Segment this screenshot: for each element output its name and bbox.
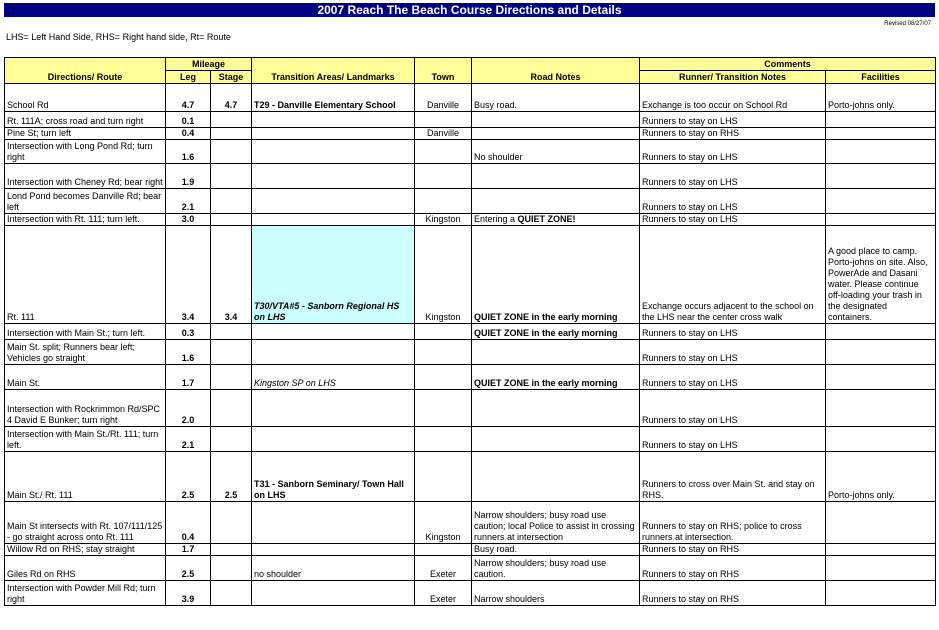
directions-cell: Intersection with Long Pond Rd; turn right	[5, 140, 166, 164]
stage-mileage-cell: 4.7	[211, 84, 252, 112]
facilities-cell	[826, 502, 936, 544]
table-row	[5, 189, 936, 214]
runner-notes-cell: Runners to stay on RHS	[640, 581, 826, 606]
transition-cell	[252, 128, 415, 140]
road-notes-cell: QUIET ZONE in the early morning	[472, 226, 640, 324]
directions-cell: Intersection with Main St./Rt. 111; turn left.	[5, 427, 166, 452]
town-cell	[415, 544, 472, 556]
table-row	[5, 140, 936, 164]
table-row	[5, 452, 936, 502]
transition-cell	[252, 544, 415, 556]
transition-cell: no shoulder	[252, 556, 415, 581]
abbreviation-legend: LHS= Left Hand Side, RHS= Right hand side, Rt= Route	[6, 32, 231, 42]
road-notes-cell	[472, 214, 640, 226]
runner-notes-cell: Runners to stay on LHS	[640, 112, 826, 128]
facilities-cell	[826, 340, 936, 365]
stage-mileage-cell	[211, 128, 252, 140]
road-notes-cell: Narrow shoulders; busy road use caution; local Police to assist in crossing runners at intersection	[472, 502, 640, 544]
facilities-cell	[826, 556, 936, 581]
table-row	[5, 365, 936, 390]
table-body	[5, 84, 936, 606]
transition-cell	[252, 581, 415, 606]
transition-cell	[252, 390, 415, 427]
table-row	[5, 164, 936, 189]
leg-mileage-cell: 0.4	[166, 502, 211, 544]
leg-mileage-cell: 2.1	[166, 427, 211, 452]
stage-mileage-cell	[211, 581, 252, 606]
directions-cell: Main St./ Rt. 111	[5, 452, 166, 502]
runner-notes-cell: Runners to stay on LHS	[640, 365, 826, 390]
stage-mileage-cell	[211, 390, 252, 427]
town-cell: Danville	[415, 128, 472, 140]
runner-notes-cell: Runners to cross over Main St. and stay on RHS.	[640, 452, 826, 502]
table-row	[5, 128, 936, 140]
runner-notes-cell: Exchange occurs adjacent to the school on the LHS near the center cross walk	[640, 226, 826, 324]
transition-cell	[252, 189, 415, 214]
road-notes-cell: Busy road.	[472, 544, 640, 556]
road-notes-cell: No shoulder	[472, 140, 640, 164]
header-comments: Comments	[640, 58, 936, 71]
header-road-notes: Road Notes	[472, 58, 640, 84]
directions-cell: School Rd	[5, 84, 166, 112]
leg-mileage-cell: 2.0	[166, 390, 211, 427]
directions-cell: Lond Pond becomes Danville Rd; bear left	[5, 189, 166, 214]
document-title: 2007 Reach The Beach Course Directions and Details	[4, 3, 935, 17]
revised-date: Revised 08/27/07	[884, 21, 931, 27]
leg-mileage-cell: 0.3	[166, 324, 211, 340]
course-directions-table	[4, 57, 936, 606]
table-row	[5, 544, 936, 556]
road-notes-cell: Narrow shoulders	[472, 581, 640, 606]
town-cell: Danville	[415, 84, 472, 112]
table-row	[5, 390, 936, 427]
leg-mileage-cell: 2.5	[166, 452, 211, 502]
town-cell: Exeter	[415, 556, 472, 581]
header-stage: Stage	[211, 71, 252, 84]
directions-cell: Main St. split; Runners bear left; Vehicles go straight	[5, 340, 166, 365]
header-leg: Leg	[166, 71, 211, 84]
town-cell: Exeter	[415, 581, 472, 606]
road-notes-cell: QUIET ZONE in the early morning	[472, 324, 640, 340]
runner-notes-cell: Runners to stay on RHS	[640, 544, 826, 556]
leg-mileage-cell: 1.7	[166, 365, 211, 390]
table-row	[5, 502, 936, 544]
header-directions: Directions/ Route	[5, 58, 166, 84]
town-cell: Kingston	[415, 214, 472, 226]
transition-cell	[252, 140, 415, 164]
town-cell	[415, 340, 472, 365]
runner-notes-cell: Runners to stay on LHS	[640, 214, 826, 226]
runner-notes-cell: Runners to stay on RHS	[640, 556, 826, 581]
runner-notes-cell: Runners to stay on RHS	[640, 128, 826, 140]
stage-mileage-cell	[211, 340, 252, 365]
town-cell	[415, 427, 472, 452]
facilities-cell	[826, 189, 936, 214]
leg-mileage-cell: 1.6	[166, 340, 211, 365]
runner-notes-cell: Runners to stay on LHS	[640, 164, 826, 189]
transition-cell	[252, 502, 415, 544]
transition-cell: T30/VTA#5 - Sanborn Regional HS on LHS	[252, 226, 415, 324]
directions-cell: Giles Rd on RHS	[5, 556, 166, 581]
table-row	[5, 84, 936, 112]
table-row	[5, 324, 936, 340]
facilities-cell: Porto-johns only.	[826, 452, 936, 502]
stage-mileage-cell	[211, 544, 252, 556]
facilities-cell	[826, 214, 936, 226]
town-cell: Kingston	[415, 502, 472, 544]
stage-mileage-cell	[211, 502, 252, 544]
header-row-top	[5, 58, 936, 71]
table-row	[5, 340, 936, 365]
runner-notes-cell: Runners to stay on RHS; police to cross runners at intersection.	[640, 502, 826, 544]
road-notes-cell	[472, 164, 640, 189]
directions-cell: Intersection with Powder Mill Rd; turn right	[5, 581, 166, 606]
stage-mileage-cell	[211, 324, 252, 340]
header-facilities: Facilities	[826, 71, 936, 84]
leg-mileage-cell: 3.4	[166, 226, 211, 324]
runner-notes-cell: Runners to stay on LHS	[640, 189, 826, 214]
stage-mileage-cell	[211, 556, 252, 581]
road-note-text: Entering a	[474, 214, 518, 224]
header-mileage: Mileage	[166, 58, 252, 71]
town-cell	[415, 452, 472, 502]
road-notes-cell	[472, 427, 640, 452]
town-cell	[415, 324, 472, 340]
stage-mileage-cell	[211, 140, 252, 164]
stage-mileage-cell	[211, 189, 252, 214]
facilities-cell	[826, 581, 936, 606]
transition-cell	[252, 427, 415, 452]
road-notes-cell: Busy road.	[472, 84, 640, 112]
runner-notes-cell: Runners to stay on LHS	[640, 427, 826, 452]
leg-mileage-cell: 1.7	[166, 544, 211, 556]
transition-cell	[252, 214, 415, 226]
quiet-zone-label: QUIET ZONE!	[517, 214, 576, 224]
table-row	[5, 226, 936, 324]
transition-cell: Kingston SP on LHS	[252, 365, 415, 390]
stage-mileage-cell: 3.4	[211, 226, 252, 324]
directions-cell: Willow Rd on RHS; stay straight	[5, 544, 166, 556]
runner-notes-cell: Exchange is too occur on School Rd	[640, 84, 826, 112]
leg-mileage-cell: 3.9	[166, 581, 211, 606]
town-cell	[415, 140, 472, 164]
road-notes-cell: QUIET ZONE in the early morning	[472, 365, 640, 390]
town-cell	[415, 189, 472, 214]
directions-cell: Rt. 111A; cross road and turn right	[5, 112, 166, 128]
stage-mileage-cell	[211, 427, 252, 452]
facilities-cell	[826, 324, 936, 340]
leg-mileage-cell: 2.1	[166, 189, 211, 214]
transition-cell	[252, 112, 415, 128]
transition-cell	[252, 324, 415, 340]
facilities-cell	[826, 544, 936, 556]
town-cell	[415, 112, 472, 128]
town-cell	[415, 390, 472, 427]
stage-mileage-cell	[211, 112, 252, 128]
table-row	[5, 556, 936, 581]
road-notes-cell	[472, 189, 640, 214]
runner-notes-cell: Runners to stay on LHS	[640, 324, 826, 340]
road-notes-cell	[472, 452, 640, 502]
runner-notes-cell: Runners to stay on LHS	[640, 390, 826, 427]
road-notes-cell	[472, 390, 640, 427]
table-row	[5, 427, 936, 452]
directions-cell: Main St intersects with Rt. 107/111/125 - go straight across onto Rt. 111	[5, 502, 166, 544]
stage-mileage-cell	[211, 365, 252, 390]
town-cell	[415, 365, 472, 390]
transition-cell: T29 - Danville Elementary School	[252, 84, 415, 112]
directions-cell: Rt. 111	[5, 226, 166, 324]
leg-mileage-cell: 4.7	[166, 84, 211, 112]
stage-mileage-cell	[211, 214, 252, 226]
road-notes-cell	[472, 112, 640, 128]
leg-mileage-cell: 0.4	[166, 128, 211, 140]
header-runner-notes: Runner/ Transition Notes	[640, 71, 826, 84]
facilities-cell	[826, 365, 936, 390]
facilities-cell	[826, 164, 936, 189]
directions-cell: Intersection with Rockrimmon Rd/SPC 4 David E Bunker; turn right	[5, 390, 166, 427]
road-notes-cell	[472, 128, 640, 140]
leg-mileage-cell: 3.0	[166, 214, 211, 226]
leg-mileage-cell: 1.9	[166, 164, 211, 189]
directions-cell: Intersection with Main St.; turn left.	[5, 324, 166, 340]
directions-cell: Intersection with Cheney Rd; bear right	[5, 164, 166, 189]
facilities-cell	[826, 427, 936, 452]
directions-cell: Main St.	[5, 365, 166, 390]
town-cell	[415, 164, 472, 189]
directions-cell: Pine St; turn left	[5, 128, 166, 140]
transition-cell	[252, 164, 415, 189]
header-town: Town	[415, 58, 472, 84]
road-notes-cell: Narrow shoulders; busy road use caution.	[472, 556, 640, 581]
facilities-cell	[826, 140, 936, 164]
stage-mileage-cell: 2.5	[211, 452, 252, 502]
facilities-cell	[826, 112, 936, 128]
leg-mileage-cell: 2.5	[166, 556, 211, 581]
table-row	[5, 214, 936, 226]
facilities-cell: A good place to camp. Porto-johns on site. Also, PowerAde and Dasani water. Please continue off-loading your trash in the designated containers.	[826, 226, 936, 324]
facilities-cell	[826, 390, 936, 427]
leg-mileage-cell: 1.6	[166, 140, 211, 164]
leg-mileage-cell: 0.1	[166, 112, 211, 128]
table-row	[5, 581, 936, 606]
facilities-cell	[826, 128, 936, 140]
facilities-cell: Porto-johns only.	[826, 84, 936, 112]
transition-cell	[252, 340, 415, 365]
road-notes-cell	[472, 340, 640, 365]
transition-cell: T31 - Sanborn Seminary/ Town Hall on LHS	[252, 452, 415, 502]
town-cell: Kingston	[415, 226, 472, 324]
header-transition: Transition Areas/ Landmarks	[252, 58, 415, 84]
runner-notes-cell: Runners to stay on LHS	[640, 140, 826, 164]
directions-cell: Intersection with Rt. 111; turn left.	[5, 214, 166, 226]
table-row	[5, 112, 936, 128]
stage-mileage-cell	[211, 164, 252, 189]
runner-notes-cell: Runners to stay on LHS	[640, 340, 826, 365]
